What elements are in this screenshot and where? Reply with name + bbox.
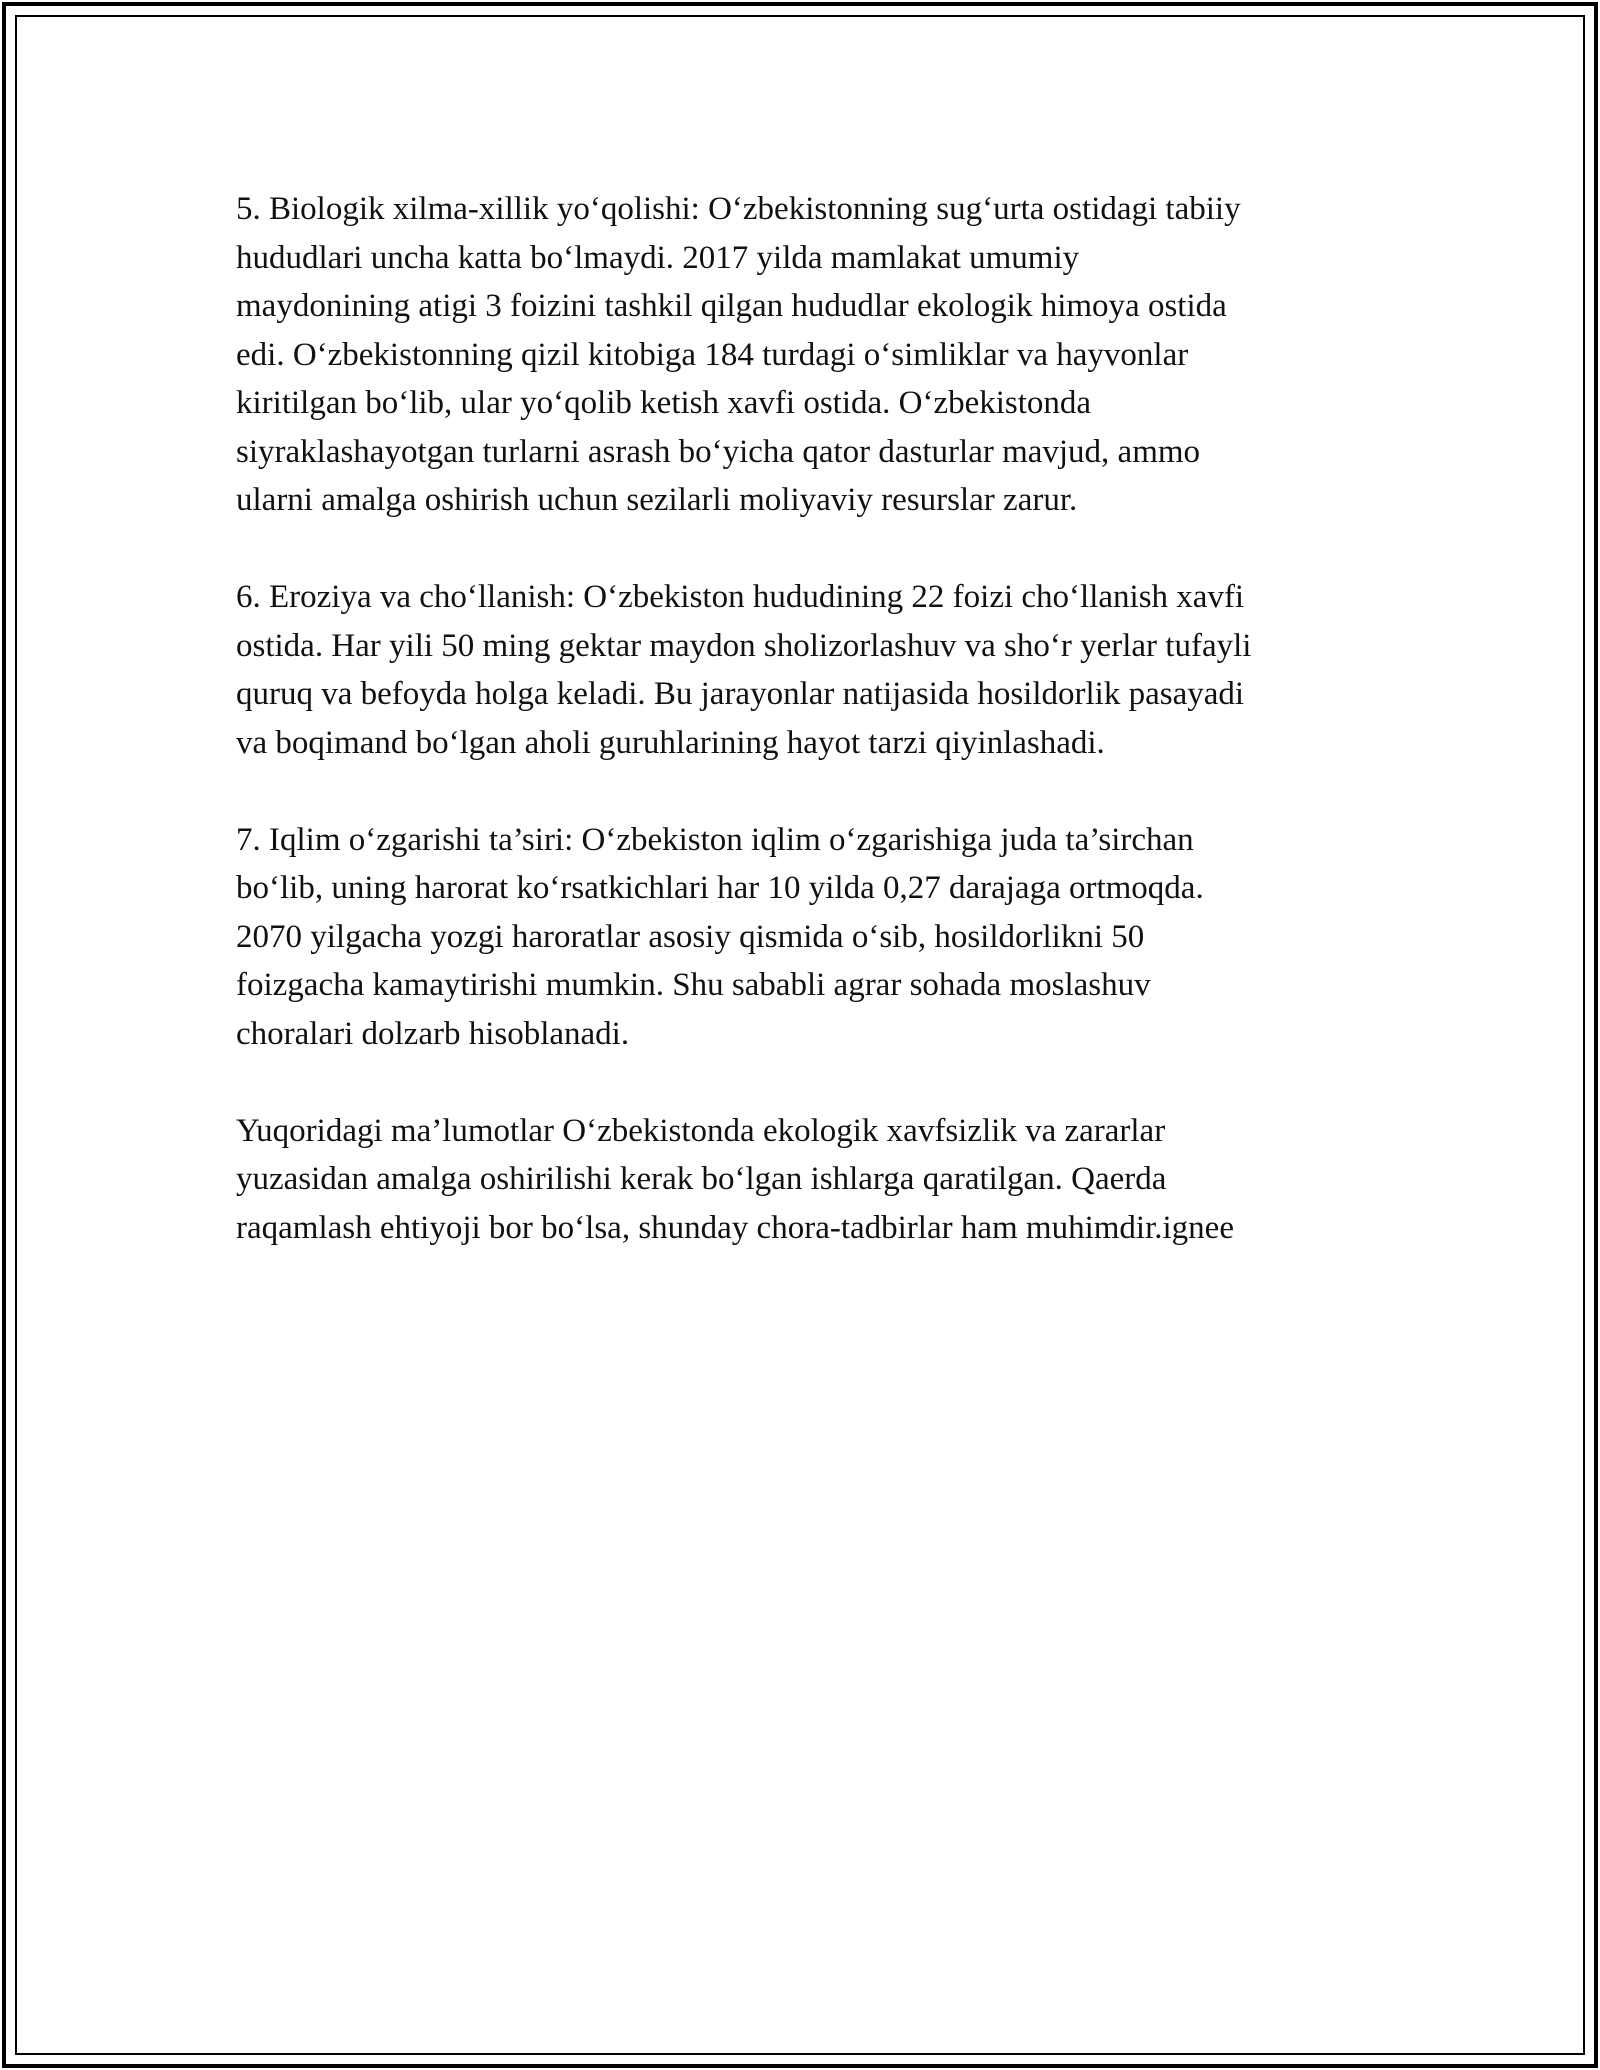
text-line: quruq va befoyda holga keladi. Bu jarayonlar natijasida hosildorlik pasayadi: [236, 676, 1245, 712]
text-line: bo‘lib, uning harorat ko‘rsatkichlari har 10 yilda 0,27 darajaga ortmoqda.: [236, 870, 1204, 906]
paragraph-biodiversity-loss: [236, 185, 1376, 525]
text-line: va boqimand bo‘lgan aholi guruhlarining hayot tarzi qiyinlashadi.: [236, 724, 1105, 761]
document-body: [236, 185, 1376, 1301]
paragraph-erosion-desertification: [236, 573, 1376, 767]
text-line: kiritilgan bo‘lib, ular yo‘qolib ketish xavfi ostida. O‘zbekistonda: [236, 385, 1092, 421]
text-line: yuzasidan amalga oshirilishi kerak bo‘lgan ishlarga qaratilgan. Qaerda: [236, 1161, 1167, 1197]
text-line: 7. Iqlim o‘zgarishi ta’siri: O‘zbekiston iqlim o‘zgarishiga juda ta’sirchan: [236, 821, 1194, 858]
text-line: 2070 yilgacha yozgi haroratlar asosiy qismida o‘sib, hosildorlikni 50: [236, 918, 1145, 955]
text-line: siyraklashayotgan turlarni asrash bo‘yicha qator dasturlar mavjud, ammo: [236, 433, 1201, 470]
paragraph-conclusion: [236, 1107, 1376, 1253]
text-line: choralari dolzarb hisoblanadi.: [236, 1015, 630, 1052]
text-line: raqamlash ehtiyoji bor bo‘lsa, shunday chora-tadbirlar ham muhimdir.ignee: [236, 1209, 1234, 1246]
text-line: ularni amalga oshirish uchun sezilarli moliyaviy resurslar zarur.: [236, 482, 1078, 518]
text-line: 5. Biologik xilma-xillik yo‘qolishi: O‘zbekistonning sug‘urta ostidagi tabiiy: [236, 191, 1241, 227]
text-line: hududlari uncha katta bo‘lmaydi. 2017 yilda mamlakat umumiy: [236, 239, 1080, 276]
paragraph-climate-change: [236, 816, 1376, 1059]
text-line: Yuqoridagi ma’lumotlar O‘zbekistonda ekologik xavfsizlik va zararlar: [236, 1112, 1166, 1149]
text-line: 6. Eroziya va cho‘llanish: O‘zbekiston hududining 22 foizi cho‘llanish xavfi: [236, 579, 1245, 615]
text-line: maydonining atigi 3 foizini tashkil qilgan hududlar ekologik himoya ostida: [236, 288, 1227, 324]
text-line: ostida. Har yili 50 ming gektar maydon sholizorlashuv va sho‘r yerlar tufayli: [236, 627, 1252, 664]
text-line: edi. O‘zbekistonning qizil kitobiga 184 turdagi o‘simliklar va hayvonlar: [236, 336, 1189, 373]
text-line: foizgacha kamaytirishi mumkin. Shu sababli agrar sohada moslashuv: [236, 967, 1151, 1003]
